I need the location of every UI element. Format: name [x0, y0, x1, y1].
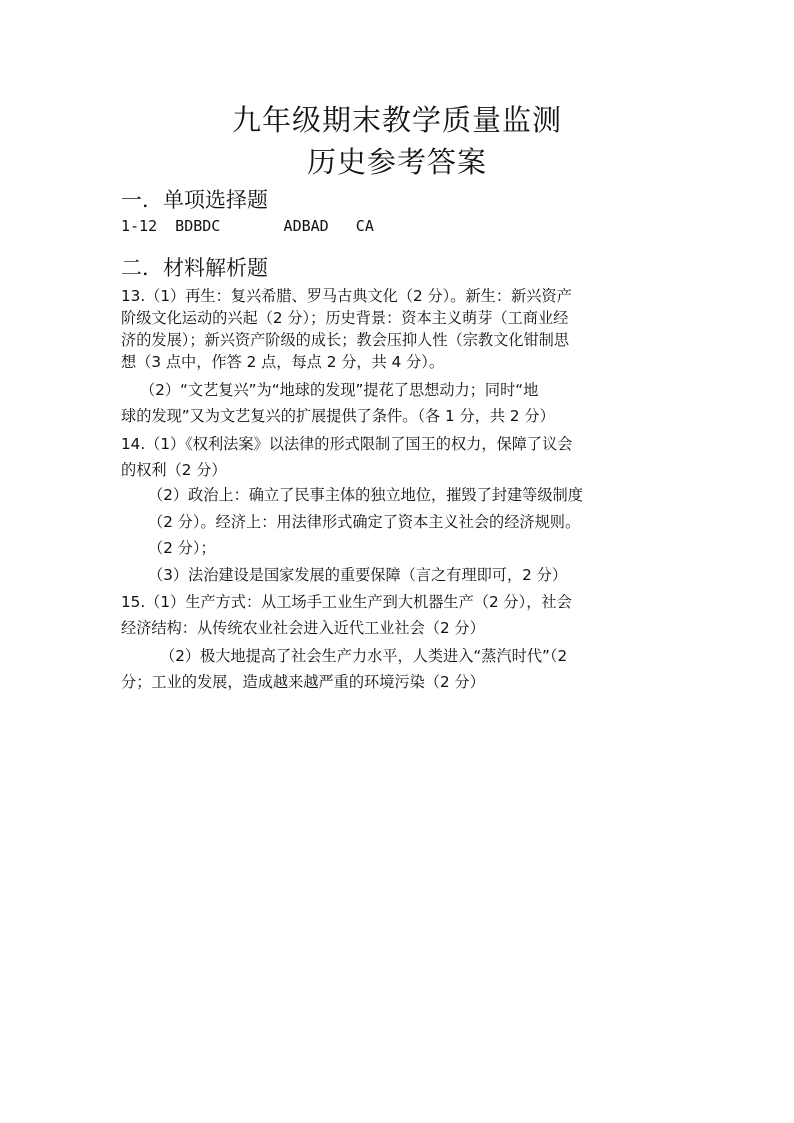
single-choice-answers: 1-12 BDBDC ADBAD CA [121, 217, 374, 235]
q15-line-4: 分；工业的发展，造成越来越严重的环境污染（2 分） [121, 673, 485, 691]
q13-line-4: 想（3 点中，作答 2 点，每点 2 分，共 4 分）。 [121, 353, 445, 371]
q13-line-1: 13.（1）再生：复兴希腊、罗马古典文化（2 分）。新生：新兴资产 [121, 287, 572, 305]
q13-line-5: （2）“文艺复兴”为“地球的发现”提花了思想动力；同时“地 [140, 381, 539, 399]
q14-line-2: 的权利（2 分） [121, 461, 227, 479]
section-heading-single-choice: 一．单项选择题 [121, 188, 268, 212]
q15-line-1: 15.（1）生产方式：从工场手工业生产到大机器生产（2 分），社会 [121, 593, 572, 611]
q15-line-2: 经济结构：从传统农业社会进入近代工业社会（2 分） [121, 619, 485, 637]
q13-line-3: 济的发展）；新兴资产阶级的成长；教会压抑人性（宗教文化钳制思 [121, 331, 570, 349]
q15-line-3: （2）极大地提高了社会生产力水平，人类进入“蒸汽时代”（2 [160, 647, 568, 665]
document-title: 九年级期末教学质量监测 [231, 103, 562, 137]
q14-line-6: （3）法治建设是国家发展的重要保障（言之有理即可，2 分） [148, 566, 568, 584]
q14-line-1: 14.（1）《权利法案》以法律的形式限制了国王的权力，保障了议会 [121, 435, 573, 453]
q13-line-6: 球的发现”又为文艺复兴的扩展提供了条件。（各 1 分，共 2 分） [121, 407, 555, 425]
q13-line-2: 阶级文化运动的兴起（2 分）；历史背景：资本主义萌芽（工商业经 [121, 309, 569, 327]
q14-line-3: （2）政治上：确立了民事主体的独立地位，摧毁了封建等级制度 [148, 486, 583, 504]
q14-line-4: （2 分）。经济上：用法律形式确定了资本主义社会的经济规则。 [148, 513, 581, 531]
q14-line-5: （2 分）； [148, 539, 216, 557]
section-heading-material-analysis: 二．材料解析题 [121, 256, 268, 280]
document-subtitle: 历史参考答案 [306, 145, 487, 179]
